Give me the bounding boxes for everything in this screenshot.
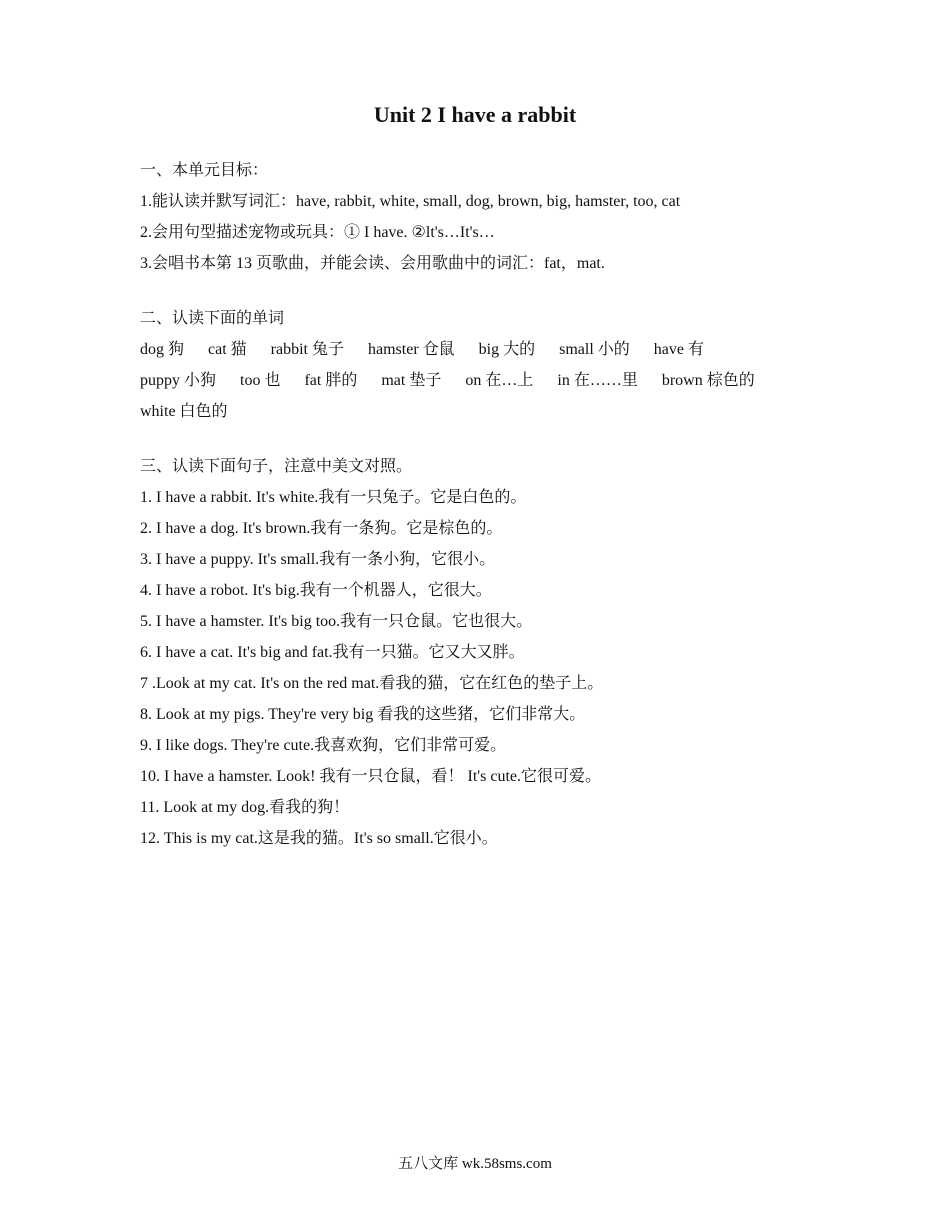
vocab-word: white 白色的 [140,403,228,420]
sentence-item: 2. I have a dog. It's brown.我有一条狗。它是棕色的。 [140,520,503,537]
vocab-word: in 在……里 [557,372,638,389]
goal-item: 3.会唱书本第 13 页歌曲，并能会读、会用歌曲中的词汇：fat，mat. [140,255,605,272]
vocab-word: too 也 [240,372,281,389]
vocab-word: small 小的 [559,341,630,358]
sentence-item: 12. This is my cat.这是我的猫。It's so small.它很小。 [140,830,498,847]
sentence-item: 8. Look at my pigs. They're very big 看我的这些猪，它们非常大。 [140,706,586,723]
sentence-item: 3. I have a puppy. It's small.我有一条小狗，它很小。 [140,551,496,568]
sentence-item: 7 .Look at my cat. It's on the red mat.看我的猫，它在红色的垫子上。 [140,675,604,692]
vocab-row [140,365,840,396]
sentence-item: 10. I have a hamster. Look! 我有一只仓鼠，看！ It's cute.它很可爱。 [140,768,602,785]
section1-heading: 一、本单元目标： [140,162,269,179]
document-body [140,155,840,854]
vocab-row [140,334,840,365]
vocab-word: cat 猫 [208,341,247,358]
vocab-word: puppy 小狗 [140,372,217,389]
sentence-item: 5. I have a hamster. It's big too.我有一只仓鼠。它也很大。 [140,613,533,630]
vocab-word: fat 胖的 [304,372,358,389]
vocab-word: rabbit 兔子 [270,341,344,358]
goal-item: 1.能认读并默写词汇：have, rabbit, white, small, dog, brown, big, hamster, too, cat [140,193,681,210]
vocab-word: mat 垫子 [381,372,442,389]
goal-item: 2.会用句型描述宠物或玩具：① I have. ②lt's…It's… [140,224,495,241]
vocab-row [140,396,840,427]
vocab-word: on 在…上 [465,372,534,389]
section3-heading: 三、认读下面句子，注意中美文对照。 [140,458,413,475]
vocab-word: have 有 [653,341,704,358]
sentence-item: 11. Look at my dog.看我的狗！ [140,799,350,816]
sentence-item: 1. I have a rabbit. It's white.我有一只兔子。它是白色的。 [140,489,527,506]
vocab-word: brown 棕色的 [661,372,755,389]
vocab-word: big 大的 [478,341,536,358]
page-title: Unit 2 I have a rabbit [373,102,577,127]
vocab-word: dog 狗 [140,341,185,358]
section2-heading: 二、认读下面的单词 [140,310,285,327]
sentence-item: 6. I have a cat. It's big and fat.我有一只猫。它又大又胖。 [140,644,525,661]
footer-watermark: 五八文库 wk.58sms.com [398,1156,552,1172]
sentence-item: 9. I like dogs. They're cute.我喜欢狗，它们非常可爱。 [140,737,507,754]
sentence-item: 4. I have a robot. It's big.我有一个机器人，它很大。 [140,582,492,599]
vocab-word: hamster 仓鼠 [368,341,455,358]
